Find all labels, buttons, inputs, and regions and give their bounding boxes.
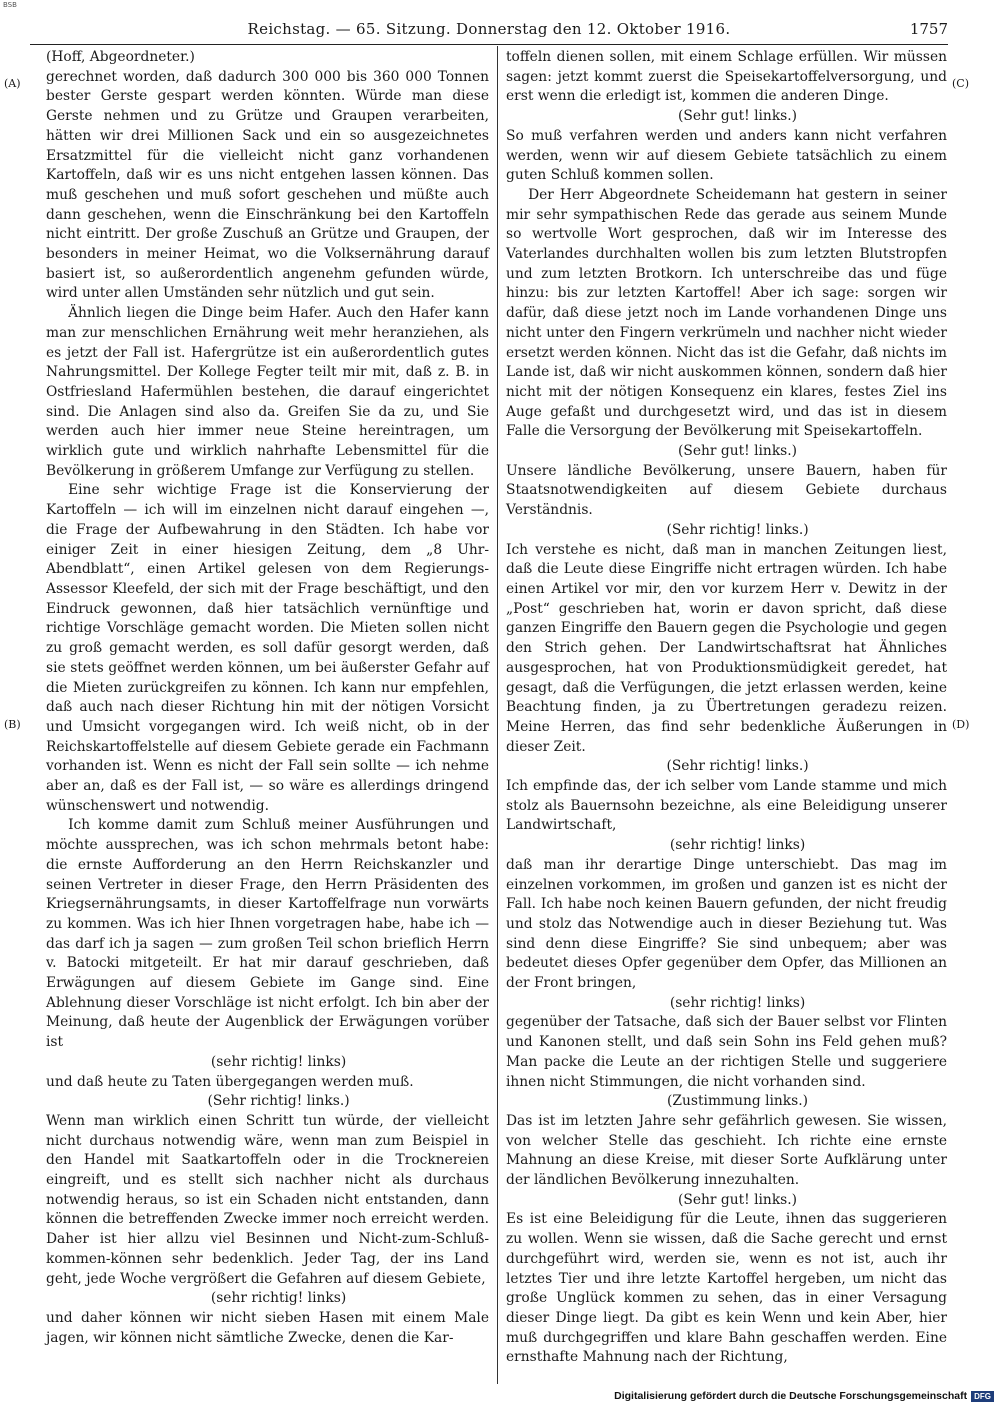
interjection: (Sehr richtig! links.) — [207, 1093, 350, 1110]
interjection: (sehr richtig! links) — [210, 1053, 347, 1070]
paragraph: Ich komme damit zum Schluß meiner Ausführungen und möchte aussprechen, was ich schon mehrmals betont habe: die ernste Aufforderung an den Herrn Reichskanzler und seinen Vertreter in dieser Frage, den Herrn Präsidenten des Kriegsernährungsamts, in dieser Kartoffelfrage nun vorwärts zu kommen. Was ich hier Ihnen vorgetragen habe, habe ich — das darf ich ja sagen — zum großen Teil schon brieflich Herrn v. Batocki mitgeteilt. Er hat mir darauf geschrieben, daß Erwägungen auf diesem Gebiete im Gange sind. Eine Ablehnung dieser Vorschläge ist nicht erfolgt. Ich bin aber der Meinung, daß heute der Augenblick der Erwägungen vorüber ist — [46, 817, 489, 1051]
margin-marker-b: (B) — [4, 718, 21, 731]
interjection: (Sehr gut! links.) — [678, 108, 798, 125]
interjection: (Sehr richtig! links.) — [666, 758, 809, 775]
column-divider — [497, 46, 498, 1384]
dfg-logo: DFG — [971, 1391, 994, 1402]
paragraph: So muß verfahren werden und anders kann nicht verfahren werden, wenn wir auf diesem Gebiete tatsächlich zu einem guten Schluß kommen sollen. — [506, 127, 947, 184]
library-mark: BSB — [3, 1, 17, 9]
page-header — [30, 18, 948, 45]
margin-marker-a: (A) — [4, 77, 21, 90]
right-column — [506, 48, 947, 1368]
paragraph: Unsere ländliche Bevölkerung, unsere Bauern, haben für Staatsnotwendigkeiten auf diesem Gebiete durchaus Verständnis. — [506, 462, 947, 519]
interjection: (Sehr gut! links.) — [678, 443, 798, 460]
interjection: (sehr richtig! links) — [210, 1290, 347, 1307]
footer-text: Digitalisierung gefördert durch die Deutsche Forschungsgemeinschaft — [614, 1390, 968, 1402]
interjection: (sehr richtig! links) — [669, 837, 806, 854]
paragraph: gerechnet worden, daß dadurch 300 000 bis 360 000 Tonnen bester Gerste gespart werden könnten. Würde man diese Gerste nehmen und zu Grütze und Graupen verarbeiten, hätten wir drei Millionen Sack und ein so ausgezeichnetes Ersatzmittel für die vielleicht nicht ganz vorhandenen Kartoffeln, daß wir es uns nicht entgehen lassen können. Das muß geschehen und muß sofort geschehen und müßte auch dann geschehen, wenn die Einschränkung bei den Kartoffeln nicht eintritt. Der große Zuschuß an Grütze und Graupen, der besonders in meiner Heimat, wo die Volksernährung darauf basiert ist, so außerordentlich angenehm gefunden würde, wird unter allen Umständen sehr nützlich und gut sein. — [46, 68, 489, 302]
margin-marker-c: (C) — [952, 77, 969, 90]
paragraph: Eine sehr wichtige Frage ist die Konservierung der Kartoffeln — ich will im einzelnen nicht darauf eingehen —, die Frage der Aufbewahrung in den Städten. Ich habe vor einiger Zeit in einer hiesigen Zeitung, dem „8 Uhr-Abendblatt“, einen Artikel gelesen von dem Regierungs-Assessor Kleefeld, der sich mit der Frage beschäftigt, und den Eindruck gewonnen, daß hier tatsächlich vernünftige und richtige Vorschläge gemacht worden. Die Mieten sollen nicht zu groß gemacht werden, es soll dafür gesorgt werden, daß sie stets geöffnet werden können, um bei äußerster Gefahr auf die Mieten zurückgreifen zu können. Ich kann nur empfehlen, daß auch nach dieser Richtung hin mit der nötigen Vorsicht und Umsicht vorgegangen wird. Ich weiß nicht, ob in der Reichskartoffelstelle auf diesem Gebiete gerade ein Fachmann vorhanden ist. Wenn es nicht der Fall sein sollte — ich nehme aber an, daß es der Fall ist, — so wäre es allerdings dringend wünschenswert und notwendig. — [46, 482, 489, 814]
digitization-footer — [614, 1390, 994, 1402]
paragraph: Es ist eine Beleidigung für die Leute, ihnen das suggerieren zu wollen. Wenn sie wissen, daß die Sache gerecht und ernst durchgeführt wird, werden sie, wenn es not ist, auch ihr letztes Tier und ihre letzte Kartoffel hergeben, um nicht das große Unglück kommen zu sehen, das in einer Versagung dieser Dinge liegt. Da gibt es kein Wenn und kein Aber, hier muß durchgegriffen und klare Bahn geschaffen werden. Eine ernsthafte Mahnung nach der Richtung, — [506, 1211, 947, 1366]
interjection: (Zustimmung links.) — [667, 1093, 809, 1110]
interjection: (Sehr richtig! links.) — [666, 521, 809, 538]
paragraph: Ich verstehe es nicht, daß man in manchen Zeitungen liest, daß die Leute diese Eingriffe nicht ertragen würden. Ich habe einen Artikel vor mir, den vor kurzem Herr v. Dewitz in der „Post“ geschrieben hat, worin er davon spricht, daß diese ganzen Eingriffe den Bauern gegen die Psychologie und gegen den Strich gehen. Der Landwirtschaftsrat hat Ähnliches ausgesprochen, hat von Produktionsmüdigkeit geredet, hat gesagt, daß die Verfügungen, die jetzt erlassen werden, keine Beachtung finden, ja zu Übertretungen geradezu reizen. Meine Herren, das find sehr bedenkliche Äußerungen in dieser Zeit. — [506, 541, 947, 755]
paragraph: Der Herr Abgeordnete Scheidemann hat gestern in seiner mir sehr sympathischen Rede das gerade aus seinem Munde so wertvolle Wort gesprochen, daß wir im Interesse des Vaterlandes durchhalten wollen bis zum letzten Blutstropfen und zum letzten Brotkorn. Ich unterschreibe das und füge hinzu: bis zur letzten Kartoffel! Aber ich sage: sorgen wir dafür, daß diese jetzt noch im Lande vorhandenen Dinge uns nicht unter den Fingern verkrümeln und nachher nicht wieder ersetzt werden können. Nicht das ist die Gefahr, daß nichts im Lande ist, daß wir nicht auskommen können, sondern daß hier nicht mit der nötigen Konsequenz ein klares, festes Ziel ins Auge gefaßt und durchgesetzt wird, und das ist in diesem Falle die Versorgung der Bevölkerung mit Speisekartoffeln. — [506, 186, 947, 440]
paragraph: Das ist im letzten Jahre sehr gefährlich gewesen. Sie wissen, von welcher Stelle das geschieht. Ich richte eine ernste Mahnung an diese Kreise, mit dieser Sorte Aufklärung unter der ländlichen Bevölkerung innezuhalten. — [506, 1112, 947, 1189]
speaker-label: (Hoff, Abgeordneter.) — [46, 49, 195, 65]
running-title: Reichstag. — 65. Sitzung. Donnerstag den 12. Oktober 1916. — [247, 20, 731, 38]
paragraph: toffeln dienen sollen, mit einem Schlage erfüllen. Wir müssen sagen: jetzt kommt zuerst die Speisekartoffelversorgung, und erst wenn die erledigt ist, kommen die anderen Dinge. — [506, 49, 947, 105]
page-number: 1757 — [909, 20, 948, 38]
paragraph: Wenn man wirklich einen Schritt tun würde, der vielleicht nicht durchaus notwendig wäre, wenn man zum Beispiel in den Handel mit Saatkartoffeln oder in die Trocknereien eingreift, und es stellt sich nachher nicht als durchaus notwendig heraus, so ist ein Schaden nicht entstanden, dann können die betreffenden Zwecke immer noch erreicht werden. Daher ist hier allzu viel Besinnen und Nicht-zum-Schluß-kommen-können sehr bedenklich. Jeder Tag, der ins Land geht, jede Woche vergrößert die Gefahren auf diesem Gebiete, — [46, 1112, 489, 1287]
interjection: (sehr richtig! links) — [669, 994, 806, 1011]
paragraph: Ähnlich liegen die Dinge beim Hafer. Auch den Hafer kann man zur menschlichen Ernährung weit mehr heranziehen, als es jetzt der Fall ist. Hafergrütze ist ein außerordentlich gutes Nahrungsmittel. Der Kollege Fegter teilt mir mit, daß z. B. in Ostfriesland Hafermühlen bestehen, die darauf eingerichtet sind. Die Anlagen sind also da. Greifen Sie da zu, und Sie werden auch hier immer neue Steine hereintragen, um wirklich gute und wirklich nahrhafte Lebensmittel für die Bevölkerung in größerem Umfange zur Verfügung zu stellen. — [46, 305, 489, 479]
paragraph: und daß heute zu Taten übergegangen werden muß. — [46, 1073, 414, 1090]
paragraph: gegenüber der Tatsache, daß sich der Bauer selbst vor Flinten und Kanonen stellt, und daß sein Sohn ins Feld gehen muß? Man packe die Leute an der richtigen Stelle und suggeriere ihnen nicht Stimmungen, die nicht vorhanden sind. — [506, 1014, 947, 1090]
paragraph: Ich empfinde das, der ich selber vom Lande stamme und mich stolz als Bauernsohn bezeichne, als eine Beleidigung unserer Landwirtschaft, — [506, 778, 947, 834]
paragraph: und daher können wir nicht sieben Hasen mit einem Male jagen, wir können nicht sämtliche Zwecke, denen die Kar- — [46, 1310, 489, 1346]
interjection: (Sehr gut! links.) — [678, 1191, 798, 1208]
left-column — [46, 48, 489, 1348]
paragraph: daß man ihr derartige Dinge unterschiebt. Das mag im einzelnen vorkommen, im großen und ganzen ist es nicht der Fall. Ich habe noch keinen Bauern gefunden, der nicht freudig und stolz das Notwendige auch in dieser Beziehung tut. Was sind denn diese Eingriffe? Sie sind unbequem; aber was bedeutet dieses Opfer gegenüber dem Opfer, das Millionen an der Front bringen, — [506, 856, 947, 992]
margin-marker-d: (D) — [952, 718, 970, 731]
